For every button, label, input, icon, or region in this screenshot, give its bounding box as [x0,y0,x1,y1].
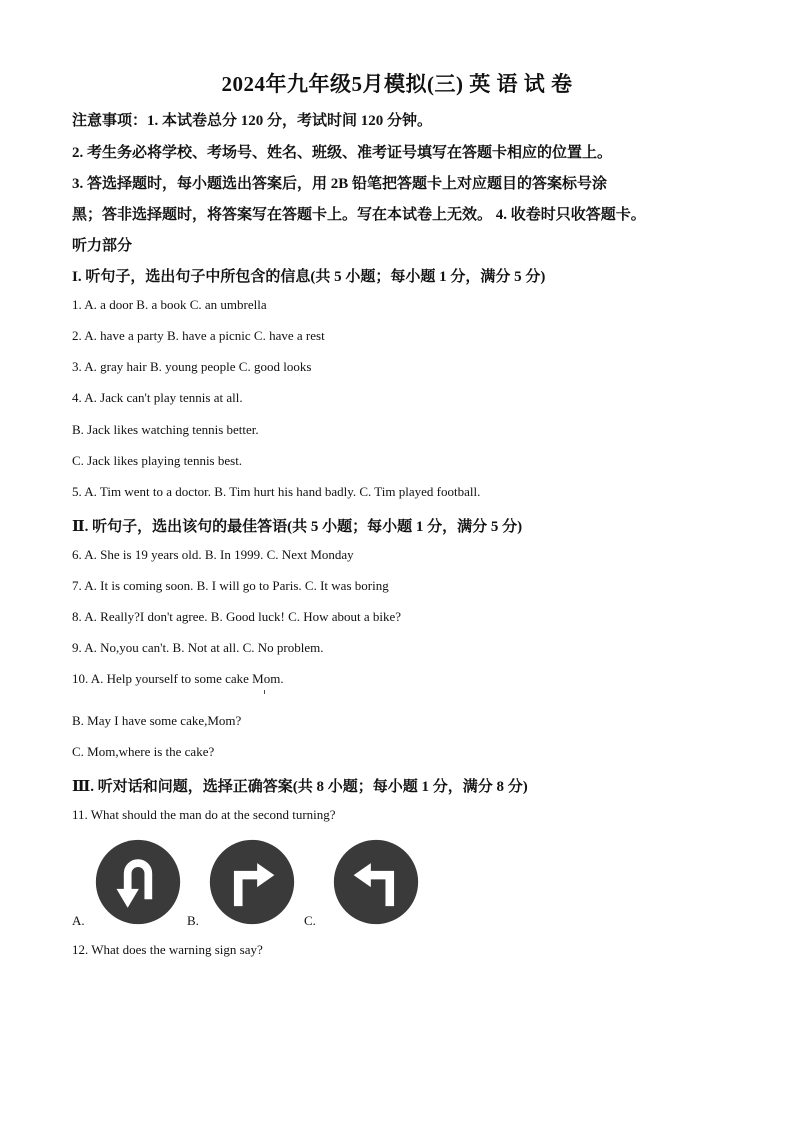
question-10-option-c: C. Mom,where is the cake? [72,744,215,759]
question-4-option-c: C. Jack likes playing tennis best. [72,453,243,468]
question-5: 5. A. Tim went to a doctor. B. Tim hurt his hand badly. C. Tim played football. [72,484,481,499]
stray-mark [264,690,265,694]
option-a-label: A. [72,913,85,928]
notes-line-1: 注意事项：1. 本试卷总分 120 分，考试时间 120 分钟。 [72,113,433,129]
question-9: 9. A. No,you can't. B. Not at all. C. No problem. [72,640,324,655]
turn-right-arrow-icon [209,839,295,925]
exam-title: 2024年九年级5月模拟(三) 英 语 试 卷 [221,72,573,96]
question-11: 11. What should the man do at the second turning? [72,807,336,822]
turn-left-arrow-icon [333,839,419,925]
notes-line-3: 3. 答选择题时，每小题选出答案后，用 2B 铅笔把答题卡上对应题目的答案标号涂 [72,176,608,192]
part2-heading: Ⅱ. 听句子，选出该句的最佳答语(共 5 小题；每小题 1 分，满分 5 分) [72,519,523,535]
question-10-option-b: B. May I have some cake,Mom? [72,713,242,728]
question-8: 8. A. Really?I don't agree. B. Good luck! C. How about a bike? [72,609,402,624]
question-3: 3. A. gray hair B. young people C. good looks [72,359,312,374]
u-turn-arrow-icon [95,839,181,925]
question-2: 2. A. have a party B. have a picnic C. have a rest [72,328,325,343]
notes-line-2: 2. 考生务必将学校、考场号、姓名、班级、准考证号填写在答题卡相应的位置上。 [72,145,613,161]
question-7: 7. A. It is coming soon. B. I will go to Paris. C. It was boring [72,578,389,593]
option-b-label: B. [187,913,199,928]
question-6: 6. A. She is 19 years old. B. In 1999. C. Next Monday [72,547,354,562]
question-4-option-a: 4. A. Jack can't play tennis at all. [72,390,243,405]
part1-heading: I. 听句子，选出句子中所包含的信息(共 5 小题；每小题 1 分，满分 5 分) [72,269,546,285]
question-1: 1. A. a door B. a book C. an umbrella [72,297,267,312]
question-10-option-a: 10. A. Help yourself to some cake Mom. [72,671,284,686]
question-12: 12. What does the warning sign say? [72,942,263,957]
part3-heading: Ⅲ. 听对话和问题，选择正确答案(共 8 小题；每小题 1 分，满分 8 分) [72,779,528,795]
question-4-option-b: B. Jack likes watching tennis better. [72,422,259,437]
option-c-label: C. [304,913,316,928]
notes-line-4: 黑；答非选择题时，将答案写在答题卡上。写在本试卷上无效。 4. 收卷时只收答题卡。 [72,207,646,223]
listening-section-title: 听力部分 [72,238,133,254]
